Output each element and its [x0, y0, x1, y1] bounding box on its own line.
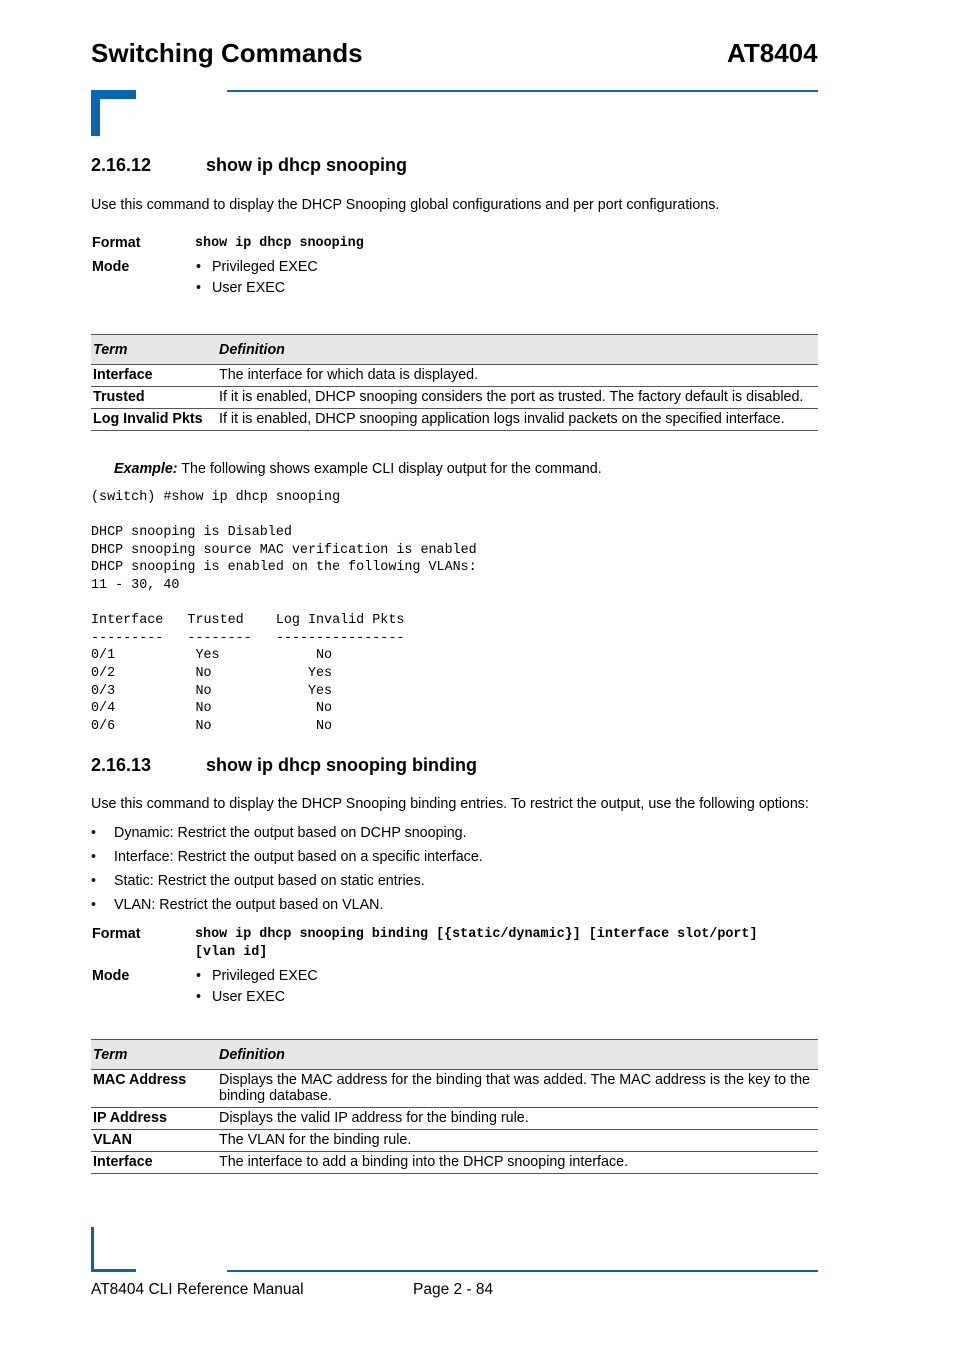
- header-title: Switching Commands: [91, 38, 363, 68]
- definition-cell: The VLAN for the binding rule.: [217, 1130, 818, 1152]
- format-label: Format: [92, 926, 141, 942]
- option-bullet: •: [91, 825, 97, 841]
- definition-cell: The interface for which data is displayed.: [217, 365, 818, 387]
- term-cell: IP Address: [91, 1108, 217, 1130]
- term-cell: VLAN: [91, 1130, 217, 1152]
- option-bullet: •: [91, 873, 97, 889]
- option-bullet: •: [91, 897, 97, 913]
- table-row: [91, 409, 818, 431]
- term-cell: Interface: [91, 365, 217, 387]
- format-label: Format: [92, 235, 141, 251]
- term-cell: Interface: [91, 1152, 217, 1174]
- option-item: Dynamic: Restrict the output based on DCHP snooping.: [114, 825, 467, 841]
- definition-table: [91, 1039, 818, 1174]
- example-text: The following shows example CLI display output for the command.: [181, 461, 602, 477]
- table-header-row: [91, 335, 818, 365]
- section-intro: Use this command to display the DHCP Snooping binding entries. To restrict the output, use the following options:: [91, 796, 809, 812]
- format-command-line1: show ip dhcp snooping binding [{static/dynamic}] [interface slot/port]: [195, 927, 758, 942]
- format-command: show ip dhcp snooping: [195, 236, 364, 251]
- section-number: 2.16.13: [91, 755, 152, 775]
- term-cell: Log Invalid Pkts: [91, 409, 217, 431]
- header-rule: [227, 90, 818, 92]
- table-row: [91, 365, 818, 387]
- table-row: [91, 1130, 818, 1152]
- column-header-term: Term: [91, 335, 217, 365]
- footer-corner-horizontal: [91, 1269, 136, 1272]
- definition-table: [91, 334, 818, 431]
- header-product: AT8404: [727, 38, 818, 68]
- footer-page-number: Page 2 - 84: [413, 1281, 494, 1298]
- option-bullet: •: [91, 849, 97, 865]
- example-label: Example:: [114, 461, 178, 477]
- section-intro: Use this command to display the DHCP Snooping global configurations and per port configurations.: [91, 197, 720, 213]
- option-item: VLAN: Restrict the output based on VLAN.: [114, 897, 384, 913]
- cli-output: (switch) #show ip dhcp snooping DHCP snooping is Disabled DHCP snooping source MAC verification is enabled DHCP snooping is enabled on the following VLANs: 11 - 30, 40 Interface Trusted Log Invalid Pkts --------- -------- ---------------- 0/1 Yes No 0/2 No Yes 0/3 No Yes 0/4 No No 0/6 No No: [91, 490, 477, 734]
- footer-manual-title: AT8404 CLI Reference Manual: [91, 1281, 304, 1298]
- footer-corner-vertical: [91, 1227, 94, 1271]
- table-row: [91, 1070, 818, 1108]
- option-item: Interface: Restrict the output based on a specific interface.: [114, 849, 483, 865]
- mode-label: Mode: [92, 259, 130, 275]
- section-number: 2.16.12: [91, 155, 152, 175]
- definition-cell: If it is enabled, DHCP snooping considers the port as trusted. The factory default is disabled.: [217, 387, 818, 409]
- mode-item: Privileged EXEC: [212, 259, 318, 275]
- mode-item: User EXEC: [212, 989, 286, 1005]
- brand-corner-vertical: [91, 90, 100, 136]
- option-item: Static: Restrict the output based on static entries.: [114, 873, 425, 889]
- mode-item: User EXEC: [212, 280, 286, 296]
- section-title: show ip dhcp snooping: [206, 155, 407, 175]
- mode-bullet: •: [196, 280, 202, 296]
- mode-label: Mode: [92, 968, 130, 984]
- definition-cell: If it is enabled, DHCP snooping application logs invalid packets on the specified interface.: [217, 409, 818, 431]
- mode-bullet: •: [196, 989, 202, 1005]
- column-header-definition: Definition: [217, 1040, 818, 1070]
- term-cell: MAC Address: [91, 1070, 217, 1108]
- table-header-row: [91, 1040, 818, 1070]
- definition-cell: Displays the MAC address for the binding that was added. The MAC address is the key to the binding database.: [217, 1070, 818, 1108]
- format-command-line2: [vlan id]: [195, 945, 268, 960]
- term-cell: Trusted: [91, 387, 217, 409]
- example-line: [114, 460, 602, 478]
- mode-item: Privileged EXEC: [212, 968, 318, 984]
- section-title: show ip dhcp snooping binding: [206, 755, 477, 775]
- definition-cell: Displays the valid IP address for the binding rule.: [217, 1108, 818, 1130]
- definition-cell: The interface to add a binding into the DHCP snooping interface.: [217, 1152, 818, 1174]
- column-header-term: Term: [91, 1040, 217, 1070]
- table-row: [91, 387, 818, 409]
- mode-bullet: •: [196, 259, 202, 275]
- table-row: [91, 1108, 818, 1130]
- mode-bullet: •: [196, 968, 202, 984]
- footer-rule: [227, 1270, 818, 1272]
- column-header-definition: Definition: [217, 335, 818, 365]
- table-row: [91, 1152, 818, 1174]
